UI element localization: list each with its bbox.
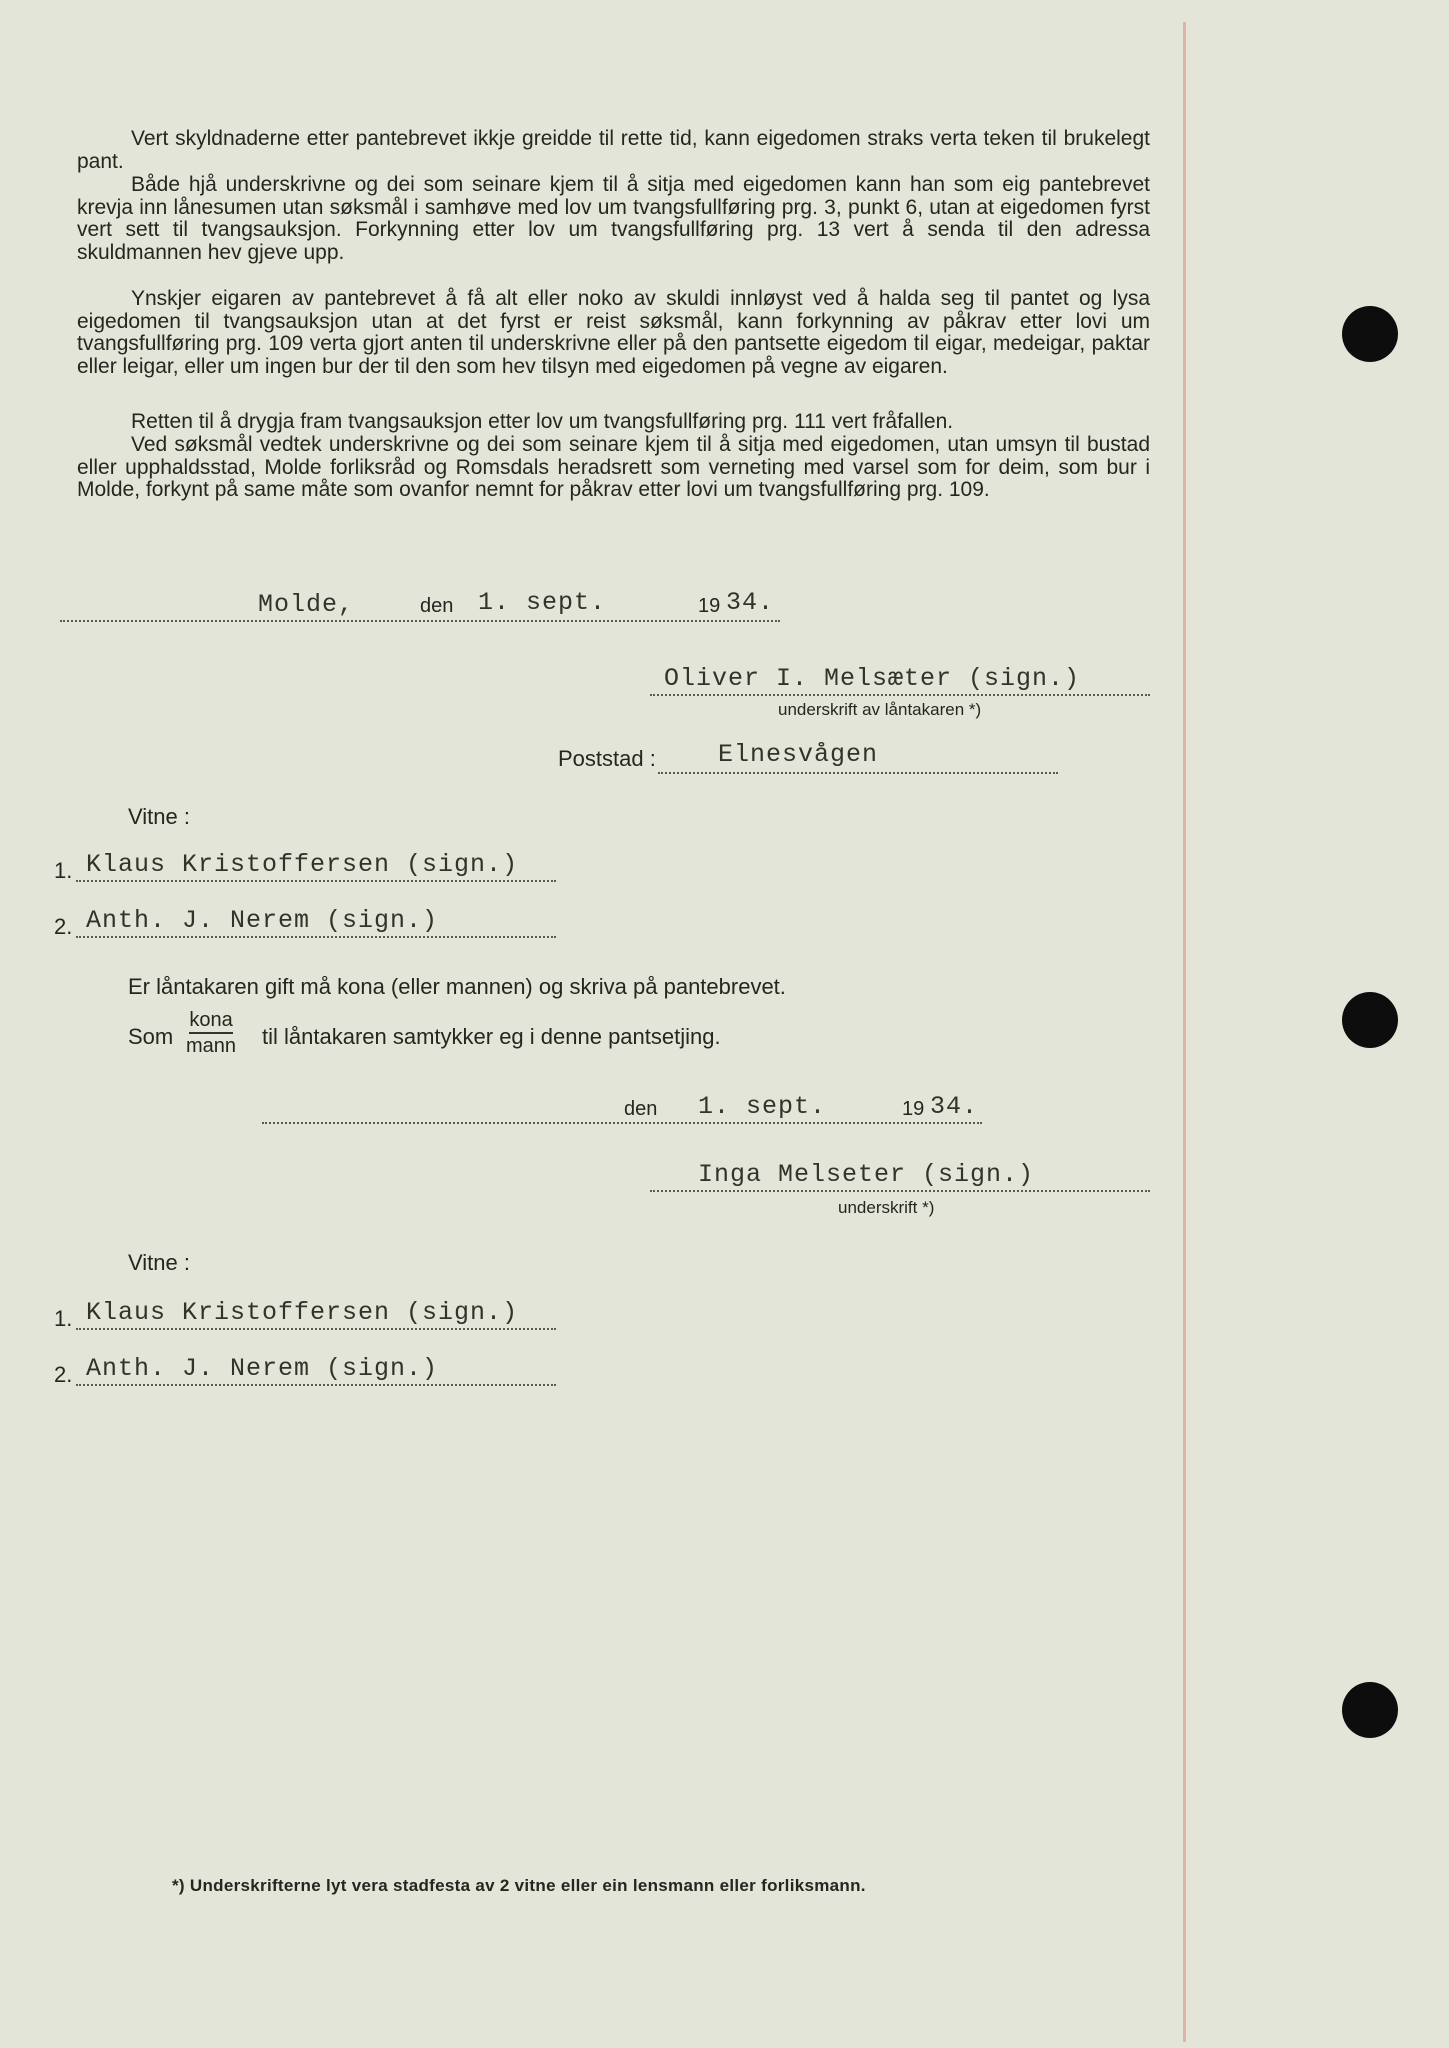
- date: 1. sept.: [478, 588, 607, 617]
- den-label: den: [624, 1098, 658, 1120]
- consent-text: til låntakaren samtykker eg i denne pantsetjing.: [262, 1024, 721, 1049]
- paragraph-auction: Ynskjer eigaren av pantebrevet å få alt eller noko av skuldi innløyst ved å halda seg til pantet og lysa eigedomen til tvangsauksjon utan at det fyrst er reist søksmål, kann forkynning av påkrav etter lovi um tvangsfullføring prg. 109 verta gjort anten til underskrivne eller på den pantsette eigedom til eigar, medeigar, paktar eller leigar, eller um ingen bur der til den som hev tilsyn med eigedomen på vegne av eigaren.: [77, 287, 1150, 378]
- paragraph-waiver: Retten til å drygja fram tvangsauksjon etter lov um tvangsfullføring prg. 111 vert fråfallen.: [131, 410, 954, 433]
- year-suffix: 34.: [930, 1092, 979, 1121]
- year-suffix: 34.: [726, 588, 775, 617]
- som-label: Som: [128, 1024, 174, 1049]
- fraction-bottom: mann: [186, 1035, 237, 1057]
- punch-hole: [1342, 1682, 1398, 1738]
- witness-2: Anth. J. Nerem (sign.): [86, 906, 439, 935]
- den-label: den: [420, 595, 454, 617]
- witness-line: [76, 936, 556, 938]
- witness-line: [76, 880, 556, 882]
- borrower-signature: Oliver I. Melsæter (sign.): [664, 664, 1081, 693]
- witness-heading: Vitne :: [128, 1250, 190, 1275]
- poststad-label: Poststad :: [558, 746, 656, 771]
- place: Molde,: [258, 590, 355, 619]
- signature-line: [650, 1190, 1150, 1192]
- signature-caption: underskrift *): [838, 1198, 935, 1217]
- witness-1: Klaus Kristoffersen (sign.): [86, 850, 519, 879]
- witness-number: 1.: [54, 858, 73, 883]
- place-date-line: [60, 620, 780, 622]
- paragraph-collection: Både hjå underskrivne og dei som seinare kjem til å sitja med eigedomen kann han som eig pantebrevet krevja inn lånesumen utan søksmål i samhøve med lov um tvangsfullføring prg. 3, punkt 6, utan at eigedomen fyrst vert sett til tvangsauksjon. Forkynning etter lov um tvangsfullføring prg. 13 vert å senda til den adressa skuldmannen hev gjeve upp.: [77, 173, 1150, 264]
- witness-heading: Vitne :: [128, 804, 190, 829]
- witness-line: [76, 1384, 556, 1386]
- kona-mann-fraction: [186, 1008, 236, 1058]
- poststad-value: Elnesvågen: [718, 740, 879, 769]
- witness-2: Anth. J. Nerem (sign.): [86, 1354, 439, 1383]
- date: 1. sept.: [698, 1092, 827, 1121]
- signature-line: [650, 694, 1150, 696]
- signature-caption: underskrift av låntakaren *): [778, 700, 982, 719]
- spouse-signature: Inga Melseter (sign.): [698, 1160, 1035, 1189]
- date-line: [262, 1122, 982, 1124]
- paragraph-venue: Ved søksmål vedtek underskrivne og dei som seinare kjem til å sitja med eigedomen, utan umsyn til bustad eller upphaldsstad, Molde forliksråd og Romsdals heradsrett som verneting med varsel som for deim, som bur i Molde, forkynt på same måte som ovanfor nemnt for påkrav etter lovi um tvangsfullføring prg. 109.: [77, 433, 1150, 502]
- footnote: *) Underskrifterne lyt vera stadfesta av 2 vitne eller ein lensmann eller forliksmann.: [172, 1876, 866, 1895]
- year-prefix: 19: [902, 1098, 925, 1120]
- spouse-intro: Er låntakaren gift må kona (eller mannen) og skriva på pantebrevet.: [128, 974, 786, 999]
- poststad-line: [658, 772, 1058, 774]
- paragraph-default: Vert skyldnaderne etter pantebrevet ikkje greidde til rette tid, kann eigedomen straks verta teken til brukelegt pant.: [77, 127, 1150, 173]
- punch-hole: [1342, 992, 1398, 1048]
- witness-number: 2.: [54, 914, 73, 939]
- margin-line: [1183, 22, 1186, 2042]
- punch-hole: [1342, 306, 1398, 362]
- witness-number: 1.: [54, 1306, 73, 1331]
- fraction-top: kona: [189, 1009, 233, 1031]
- witness-number: 2.: [54, 1362, 73, 1387]
- year-prefix: 19: [698, 595, 721, 617]
- witness-1: Klaus Kristoffersen (sign.): [86, 1298, 519, 1327]
- witness-line: [76, 1328, 556, 1330]
